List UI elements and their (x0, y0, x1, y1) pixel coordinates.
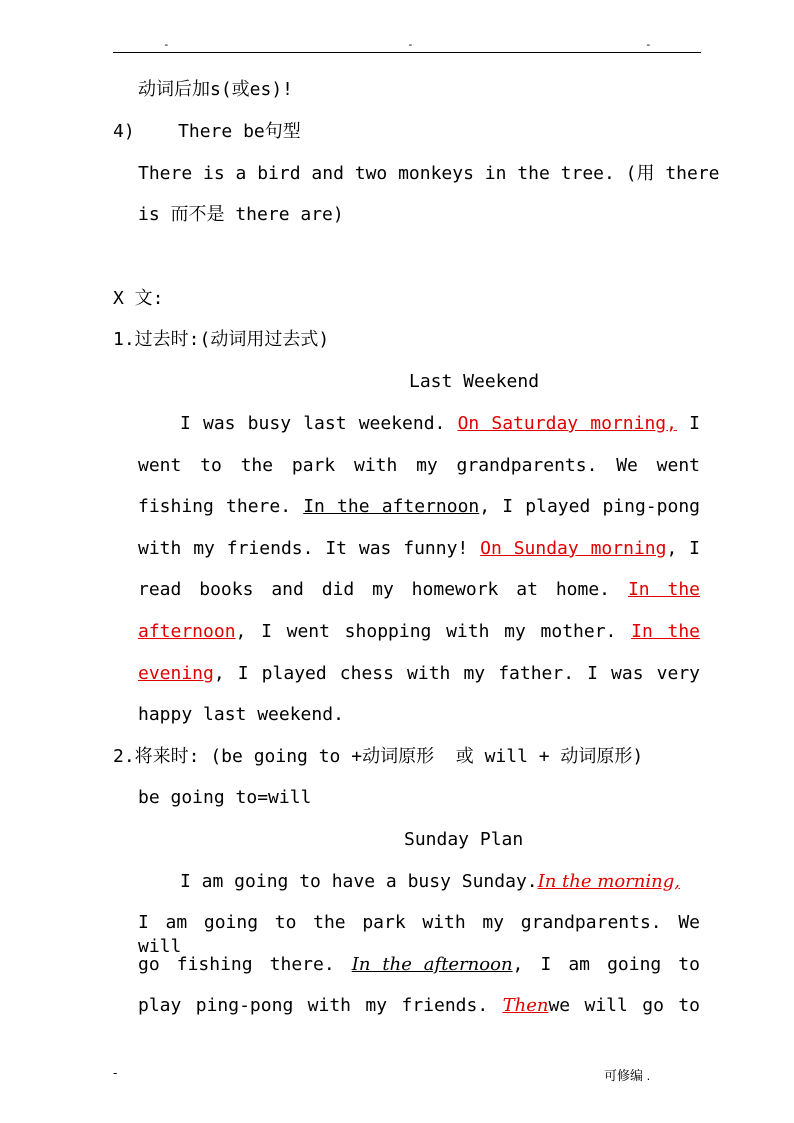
paragraph-line (138, 495, 700, 519)
paragraph-line (138, 953, 700, 977)
time-phrase: On Saturday morning, (457, 413, 677, 434)
paragraph-line: went to the park with my grandparents. We went (138, 455, 700, 476)
time-phrase: afternoon (138, 621, 236, 642)
sentence: read books and did my homework at home. (138, 579, 611, 600)
sentence: with my friends. It was funny! (138, 538, 469, 559)
time-phrase: In the morning, (537, 871, 680, 892)
section-heading: X 文: (113, 288, 164, 309)
paragraph-line: happy last weekend. (138, 704, 344, 725)
time-phrase: In the afternoon (351, 954, 513, 975)
time-phrase: On Sunday morning (480, 538, 667, 559)
text-line: 动词后加s(或es)! (138, 79, 294, 100)
time-phrase: In the (631, 621, 700, 642)
header-rule (113, 52, 701, 53)
item-number: 4) (113, 121, 135, 142)
time-phrase: Then (502, 995, 549, 1016)
paragraph-line (180, 870, 680, 894)
section-heading: 1.过去时:(动词用过去式) (113, 329, 330, 350)
footer-text: 可修编 . (604, 1068, 651, 1083)
sentence: fishing there. (138, 496, 292, 517)
text-line: be going to=will (138, 787, 312, 808)
paragraph-line (138, 994, 700, 1018)
sentence: we will go to (548, 995, 700, 1016)
item-title: There be句型 (178, 121, 301, 142)
text-line: There is a bird and two monkeys in the tree. (用 there (138, 163, 720, 184)
paragraph-line: I am going to the park with my grandparents. We will (138, 912, 700, 957)
list-item (113, 120, 301, 144)
time-phrase: In the (627, 579, 701, 600)
paragraph-line (138, 537, 700, 561)
sentence: , I am going to (512, 954, 700, 975)
sentence: , I played ping-pong (479, 496, 700, 517)
footer-mark: - (113, 1065, 118, 1080)
sentence: go fishing there. (138, 954, 335, 975)
paragraph-line (138, 620, 700, 644)
header-mark: - (163, 38, 170, 51)
paragraph-line (138, 662, 700, 686)
sentence: I (689, 413, 700, 434)
sentence: , I (666, 538, 700, 559)
sentence: , I went shopping with my mother. (235, 621, 617, 642)
text-line: is 而不是 there are) (138, 204, 344, 225)
header-mark: - (407, 38, 414, 51)
essay-title: Last Weekend (409, 371, 540, 392)
section-heading: 2.将来时: (be going to +动词原形 或 will + 动词原形) (113, 746, 644, 767)
time-phrase: evening (138, 663, 214, 684)
time-phrase: In the afternoon (303, 496, 480, 517)
paragraph-line (138, 578, 700, 602)
essay-title: Sunday Plan (404, 829, 524, 850)
sentence: I am going to have a busy Sunday. (180, 871, 538, 892)
sentence: I was busy last weekend. (180, 413, 446, 434)
sentence: play ping-pong with my friends. (138, 995, 489, 1016)
paragraph-line (138, 412, 700, 436)
sentence: , I played chess with my father. I was very (213, 663, 700, 684)
header-mark: - (645, 38, 652, 51)
